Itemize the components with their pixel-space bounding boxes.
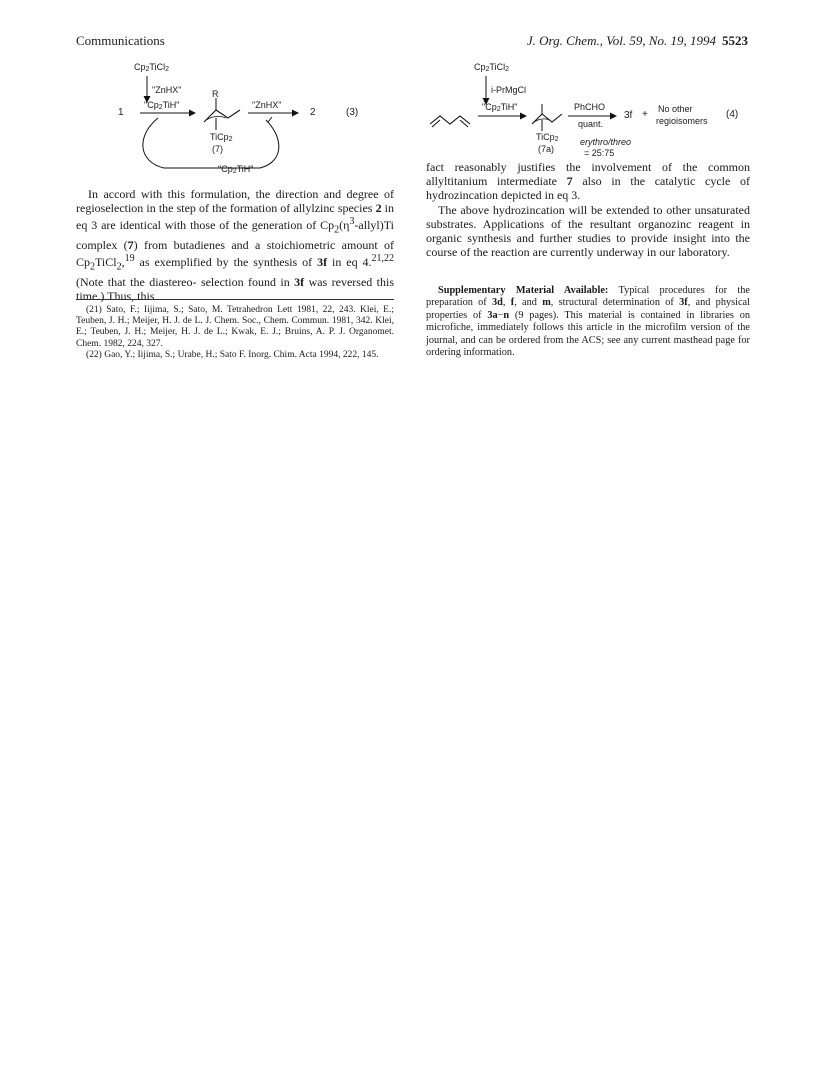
subscript: 2 <box>116 261 122 273</box>
label-compound-7a: (7a) <box>538 144 555 154</box>
label-compound-7: (7) <box>212 144 223 154</box>
compound-ref: 3f <box>294 274 305 289</box>
subscript: 2 <box>334 224 340 236</box>
compound-ref: f <box>510 297 515 309</box>
paragraph: Supplementary Material Available: Typical procedures for the preparation of 3d, f, and m, structural determination of 3f, and physical properties of 3a−n (9 pages). This material is contained in libraries on microfiche, immediately follows this article in the microfilm version of the journal, and can be ordered from the ACS; see any current masthead page for ordering information. <box>426 285 750 359</box>
label-ratio: = 25:75 <box>584 148 615 158</box>
body-text-right <box>426 160 750 259</box>
text-line: of regioselection in the step of the formation of allylzinc <box>76 187 394 216</box>
compound-ref: 7 <box>127 238 134 252</box>
label-ticp2: TiCp$_2$ <box>210 132 233 143</box>
label-compound-3f: 3f <box>624 110 633 121</box>
compound-ref: 2 <box>375 201 382 216</box>
footnotes <box>76 305 394 361</box>
compound-ref: 3d <box>492 297 503 309</box>
page-number: 5523 <box>722 33 748 48</box>
text-run: stoichiometric amount of Cp <box>76 238 395 270</box>
text-run: was reversed this time.) Thus, this <box>76 274 395 303</box>
label-plus: + <box>642 109 648 120</box>
reference-superscript: 21,22 <box>371 253 394 265</box>
text-run: species <box>337 201 376 216</box>
reagent-cp2ticl2: $Cp_2TiCl_2$ <box>474 62 509 73</box>
label-erythro-threo: erythro/threo <box>580 137 632 147</box>
label-regioisomers: regioisomers <box>656 116 708 126</box>
scheme-eq3 <box>100 58 400 178</box>
running-header-section: Communications <box>76 33 165 48</box>
paragraph: In accord with this formulation, the direction and degree of regioselection in the step of the formation of allylzinc species 2 in eq 3 are identical with those of the generation of $Cp_2(\eta^3-allyl)Ti$ complex (7) from butadienes and a stoichiometric amount of $Cp_2TiCl_2,^{19}$ as exemplified by the synthesis of 3f in eq 4.$^{21,22}$ (Note that the diastereo- selection found in 3f was reversed this time.) Thus, this <box>76 187 395 303</box>
compound-ref: 3f <box>317 255 328 270</box>
compound-ref: m <box>542 297 551 309</box>
text-run: as exemplified by <box>134 255 229 270</box>
paragraph <box>426 160 750 203</box>
supplementary-material <box>426 285 750 359</box>
text-run: TiCl <box>95 255 117 270</box>
butadiene-skeleton <box>430 116 470 124</box>
body-text-left <box>76 187 394 303</box>
compound-ref: 3a <box>487 309 498 321</box>
text-run: selection found in <box>200 274 295 289</box>
footnote-divider <box>76 299 394 300</box>
label-r: R <box>212 89 219 99</box>
text-run: (η <box>339 218 350 233</box>
scheme-eq4 <box>426 58 756 170</box>
subscript: 2 <box>90 261 96 273</box>
equation-number-3: (3) <box>346 107 359 118</box>
compound-ref: 7 <box>566 174 573 189</box>
allyl-skeleton <box>204 110 240 122</box>
superscript: 3 <box>349 216 355 228</box>
running-header-journal <box>527 33 748 49</box>
supplementary-heading: Supplementary Material Available: <box>438 285 609 296</box>
text-run: in eq 4. <box>327 255 372 270</box>
reference-superscript: 19 <box>124 253 135 265</box>
label-no-other: No other <box>658 104 693 114</box>
text-run: ) from butadienes and a <box>133 238 261 252</box>
compound-ref: n <box>503 309 510 321</box>
footnote-21: (21) Sato, F.; Iijima, S.; Sato, M. Tetrahedron Lett 1981, 22, 243. Klei, E.; Teuben, J. H.; Meijer, H. J. de L. J. Chem. Soc., Chem. Commun. 1981, 342. Klei, E.; Teuben, J. H.; Meijer, H. J. de L.; Kwak, E. J.; Bruins, A. P. J. Organomet. Chem. 1982, 224, 327. <box>76 305 394 349</box>
label-phcho: PhCHO <box>574 102 606 112</box>
label-znhx-right: "ZnHX" <box>252 100 282 110</box>
text-run: of Cp <box>306 218 335 233</box>
reagent-cp2ticl2: $Cp_2TiCl_2$ <box>134 62 169 73</box>
text-run: -allyl)Ti complex ( <box>76 218 394 252</box>
label-cp2tih-top: "$Cp_2TiH$" <box>144 100 180 111</box>
text-run: (Note that the diastereo- <box>76 274 197 289</box>
equation-number-4: (4) <box>726 109 739 120</box>
label-compound-2: 2 <box>310 107 316 118</box>
compound-ref: 3f <box>679 297 688 309</box>
journal-citation: J. Org. Chem., Vol. 59, No. 19, 1994 <box>526 33 716 48</box>
text-run: also in the catalytic cycle of hydrozincation depicted in eq 3. <box>426 174 750 203</box>
label-cp2tih: "$Cp_2TiH$" <box>482 102 518 113</box>
paragraph: The above hydrozincation will be extended to other unsaturated substrates. Applications of the resultant organozinc reagent in organic synthesis and further studies to provide insight into the course of the reaction are currently underway in our laboratory. <box>426 202 750 260</box>
scheme-eq3-graphics <box>100 58 400 178</box>
text-line: In accord with this formulation, the direction and degree <box>88 187 379 201</box>
text-run: in eq 3 are identical with those of the generation <box>76 201 395 233</box>
label-compound-1: 1 <box>118 107 124 118</box>
label-ticp2: TiCp$_2$ <box>536 132 559 143</box>
label-quant: quant. <box>578 119 604 129</box>
label-znhx-down: "ZnHX" <box>152 85 182 95</box>
label-cp2tih-bottom: "$Cp_2TiH$" <box>218 164 254 175</box>
label-grignard: i-PrMgCl <box>491 85 526 95</box>
text-run: the synthesis of <box>233 255 318 270</box>
text-run: fact reasonably justifies the involvement of the common allyltitanium intermediate <box>426 160 750 189</box>
footnote-22: (22) Gao, Y.; Iijima, S.; Urabe, H.; Sato F. Inorg. Chim. Acta 1994, 222, 145. <box>86 349 379 360</box>
